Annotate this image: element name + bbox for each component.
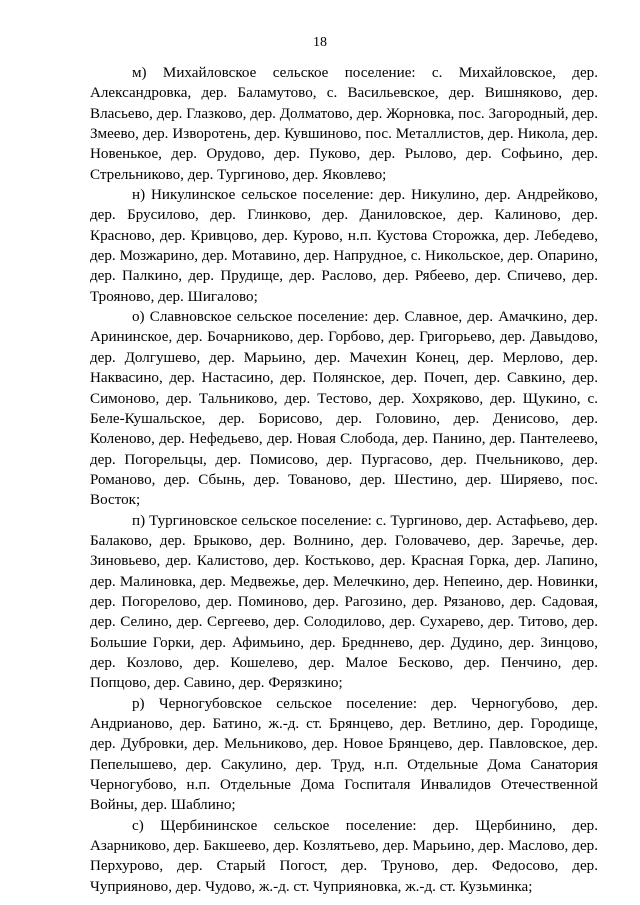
- paragraph-n-nikulinskoe: н) Никулинское сельское поселение: дер. Никулино, дер. Андрейково, дер. Брусилово, дер. Глинково, дер. Даниловское, дер. Калиново, дер. Красново, дер. Кривцово, дер. Курово, н.п. Кустова Сторожка, дер. Лебедево, дер. Мозжарино, дер. Мотавино, дер. Напрудное, с. Никольское, дер. Опарино, дер. Палкино, дер. Прудище, дер. Раслово, дер. Рябеево, дер. Спичево, дер. Трояново, дер. Шигалово;: [90, 187, 598, 305]
- document-body: [90, 63, 598, 897]
- paragraph-r-chernogubovskoe: р) Черногубовское сельское поселение: дер. Черногубово, дер. Андрианово, дер. Батино, ж.-д. ст. Брянцево, дер. Ветлино, дер. Городище, дер. Дубровки, дер. Мельниково, дер. Новое Брянцево, дер. Павловское, дер. Пепелышево, дер. Сакулино, дер. Труд, н.п. Отдельные Дома Санатория Черногубово, н.п. Отдельные Дома Госпиталя Инвалидов Отечественной Войны, дер. Шаблино;: [90, 695, 598, 814]
- paragraph-m-mikhaylovskoe: м) Михайловское сельское поселение: с. Михайловское, дер. Александровка, дер. Баламутово, с. Васильевское, дер. Вишняково, дер. Власьево, дер. Глазково, дер. Долматово, дер. Жорновка, пос. Загородный, дер. Змеево, дер. Изворотень, дер. Кувшиново, пос. Металлистов, дер. Никола, дер. Новенькое, дер. Орудово, дер. Пуково, дер. Рылово, дер. Софьино, дер. Стрельниково, дер. Тургиново, дер. Яковлево;: [90, 65, 598, 183]
- page-number: 18: [313, 35, 327, 50]
- paragraph-p-turginovskoe: п) Тургиновское сельское поселение: с. Тургиново, дер. Астафьево, дер. Балаково, дер. Брыково, дер. Волнино, дер. Головачево, дер. Заречье, дер. Зиновьево, дер. Калистово, дер. Костьково, дер. Красная Горка, дер. Лапино, дер. Малиновка, дер. Медвежье, дер. Мелечкино, дер. Непеино, дер. Новинки, дер. Погорелово, дер. Поминово, дер. Рагозино, дер. Рязаново, дер. Садовая, дер. Селино, дер. Сергеево, дер. Солодилово, дер. Сухарево, дер. Титово, дер. Большие Горки, дер. Афимьино, дер. Бредннево, дер. Дудино, дер. Зинцово, дер. Козлово, дер. Кошелево, дер. Малое Бесково, дер. Пенчино, дер. Попцово, дер. Савино, дер. Ферязкино;: [90, 512, 598, 692]
- paragraph-o-slavnovskoe: о) Славновское сельское поселение: дер. Славное, дер. Амачкино, дер. Арининское, дер. Бочарниково, дер. Горбово, дер. Григорьево, дер. Давыдово, дер. Долгушево, дер. Марьино, дер. Мачехин Конец, дер. Мерлово, дер. Наквасино, дер. Настасино, дер. Полянское, дер. Почеп, дер. Савкино, дер. Симоново, дер. Тальниково, дер. Тестово, дер. Хохряково, дер. Щукино, с. Беле-Кушальское, дер. Борисово, дер. Головино, дер. Денисово, дер. Коленово, дер. Нефедьево, дер. Новая Слобода, дер. Панино, дер. Пантелеево, дер. Погорельцы, дер. Помисово, дер. Пургасово, дер. Пчельниково, дер. Романово, дер. Сбынь, дер. Тованово, дер. Шестино, дер. Ширяево, пос. Восток;: [90, 309, 598, 509]
- paragraph-s-shcherbininskoe: с) Щербининское сельское поселение: дер. Щербинино, дер. Азарниково, дер. Бакшеево, дер. Козлятьево, дер. Марьино, дер. Маслово, дер. Перхурово, дер. Старый Погост, дер. Труново, дер. Федосово, дер. Чуприяново, дер. Чудово, ж.-д. ст. Чуприяновка, ж.-д. ст. Кузьминка;: [90, 817, 598, 895]
